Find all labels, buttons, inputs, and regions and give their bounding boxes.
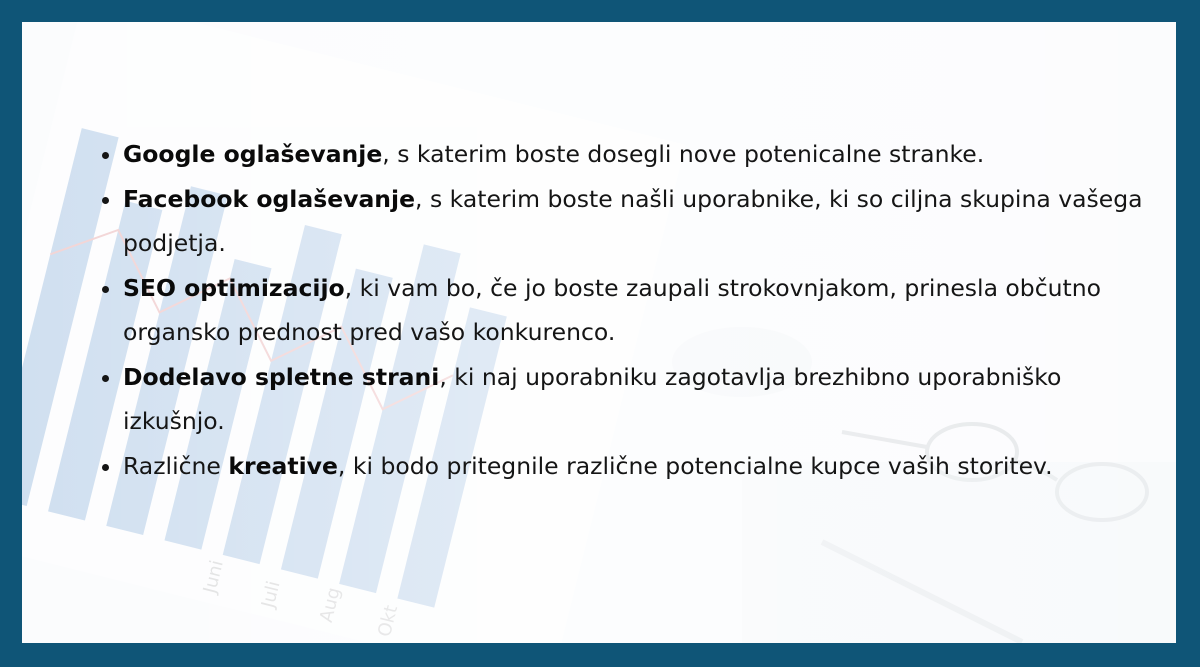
list-item: • Različne kreative, ki bodo pritegnile različne potencialne kupce vaših storitev. [123, 444, 1153, 489]
content-panel [22, 22, 1176, 643]
item-bold-term: kreative [228, 451, 338, 480]
list-item: • Dodelavo spletne strani, ki naj uporabniku zagotavlja brezhibno uporabniško izkušnjo. [123, 355, 1153, 444]
list-item: • Facebook oglaševanje, s katerim boste našli uporabnike, ki so ciljna skupina vašega podjetja. [123, 177, 1153, 266]
list-item: • SEO optimizacijo, ki vam bo, če jo boste zaupali strokovnjakom, prinesla občutno organsko prednost pred vašo konkurenco. [123, 266, 1153, 355]
item-bold-term: SEO optimizacijo [123, 273, 345, 302]
item-bold-term: Facebook oglaševanje [123, 184, 416, 213]
item-bold-term: Dodelavo spletne strani [123, 362, 440, 391]
item-bold-term: Google oglaševanje [123, 140, 383, 168]
list-item: • Google oglaševanje, s katerim boste dosegli nove potenicalne stranke. [123, 132, 1153, 177]
services-bullet-list [98, 132, 1153, 488]
